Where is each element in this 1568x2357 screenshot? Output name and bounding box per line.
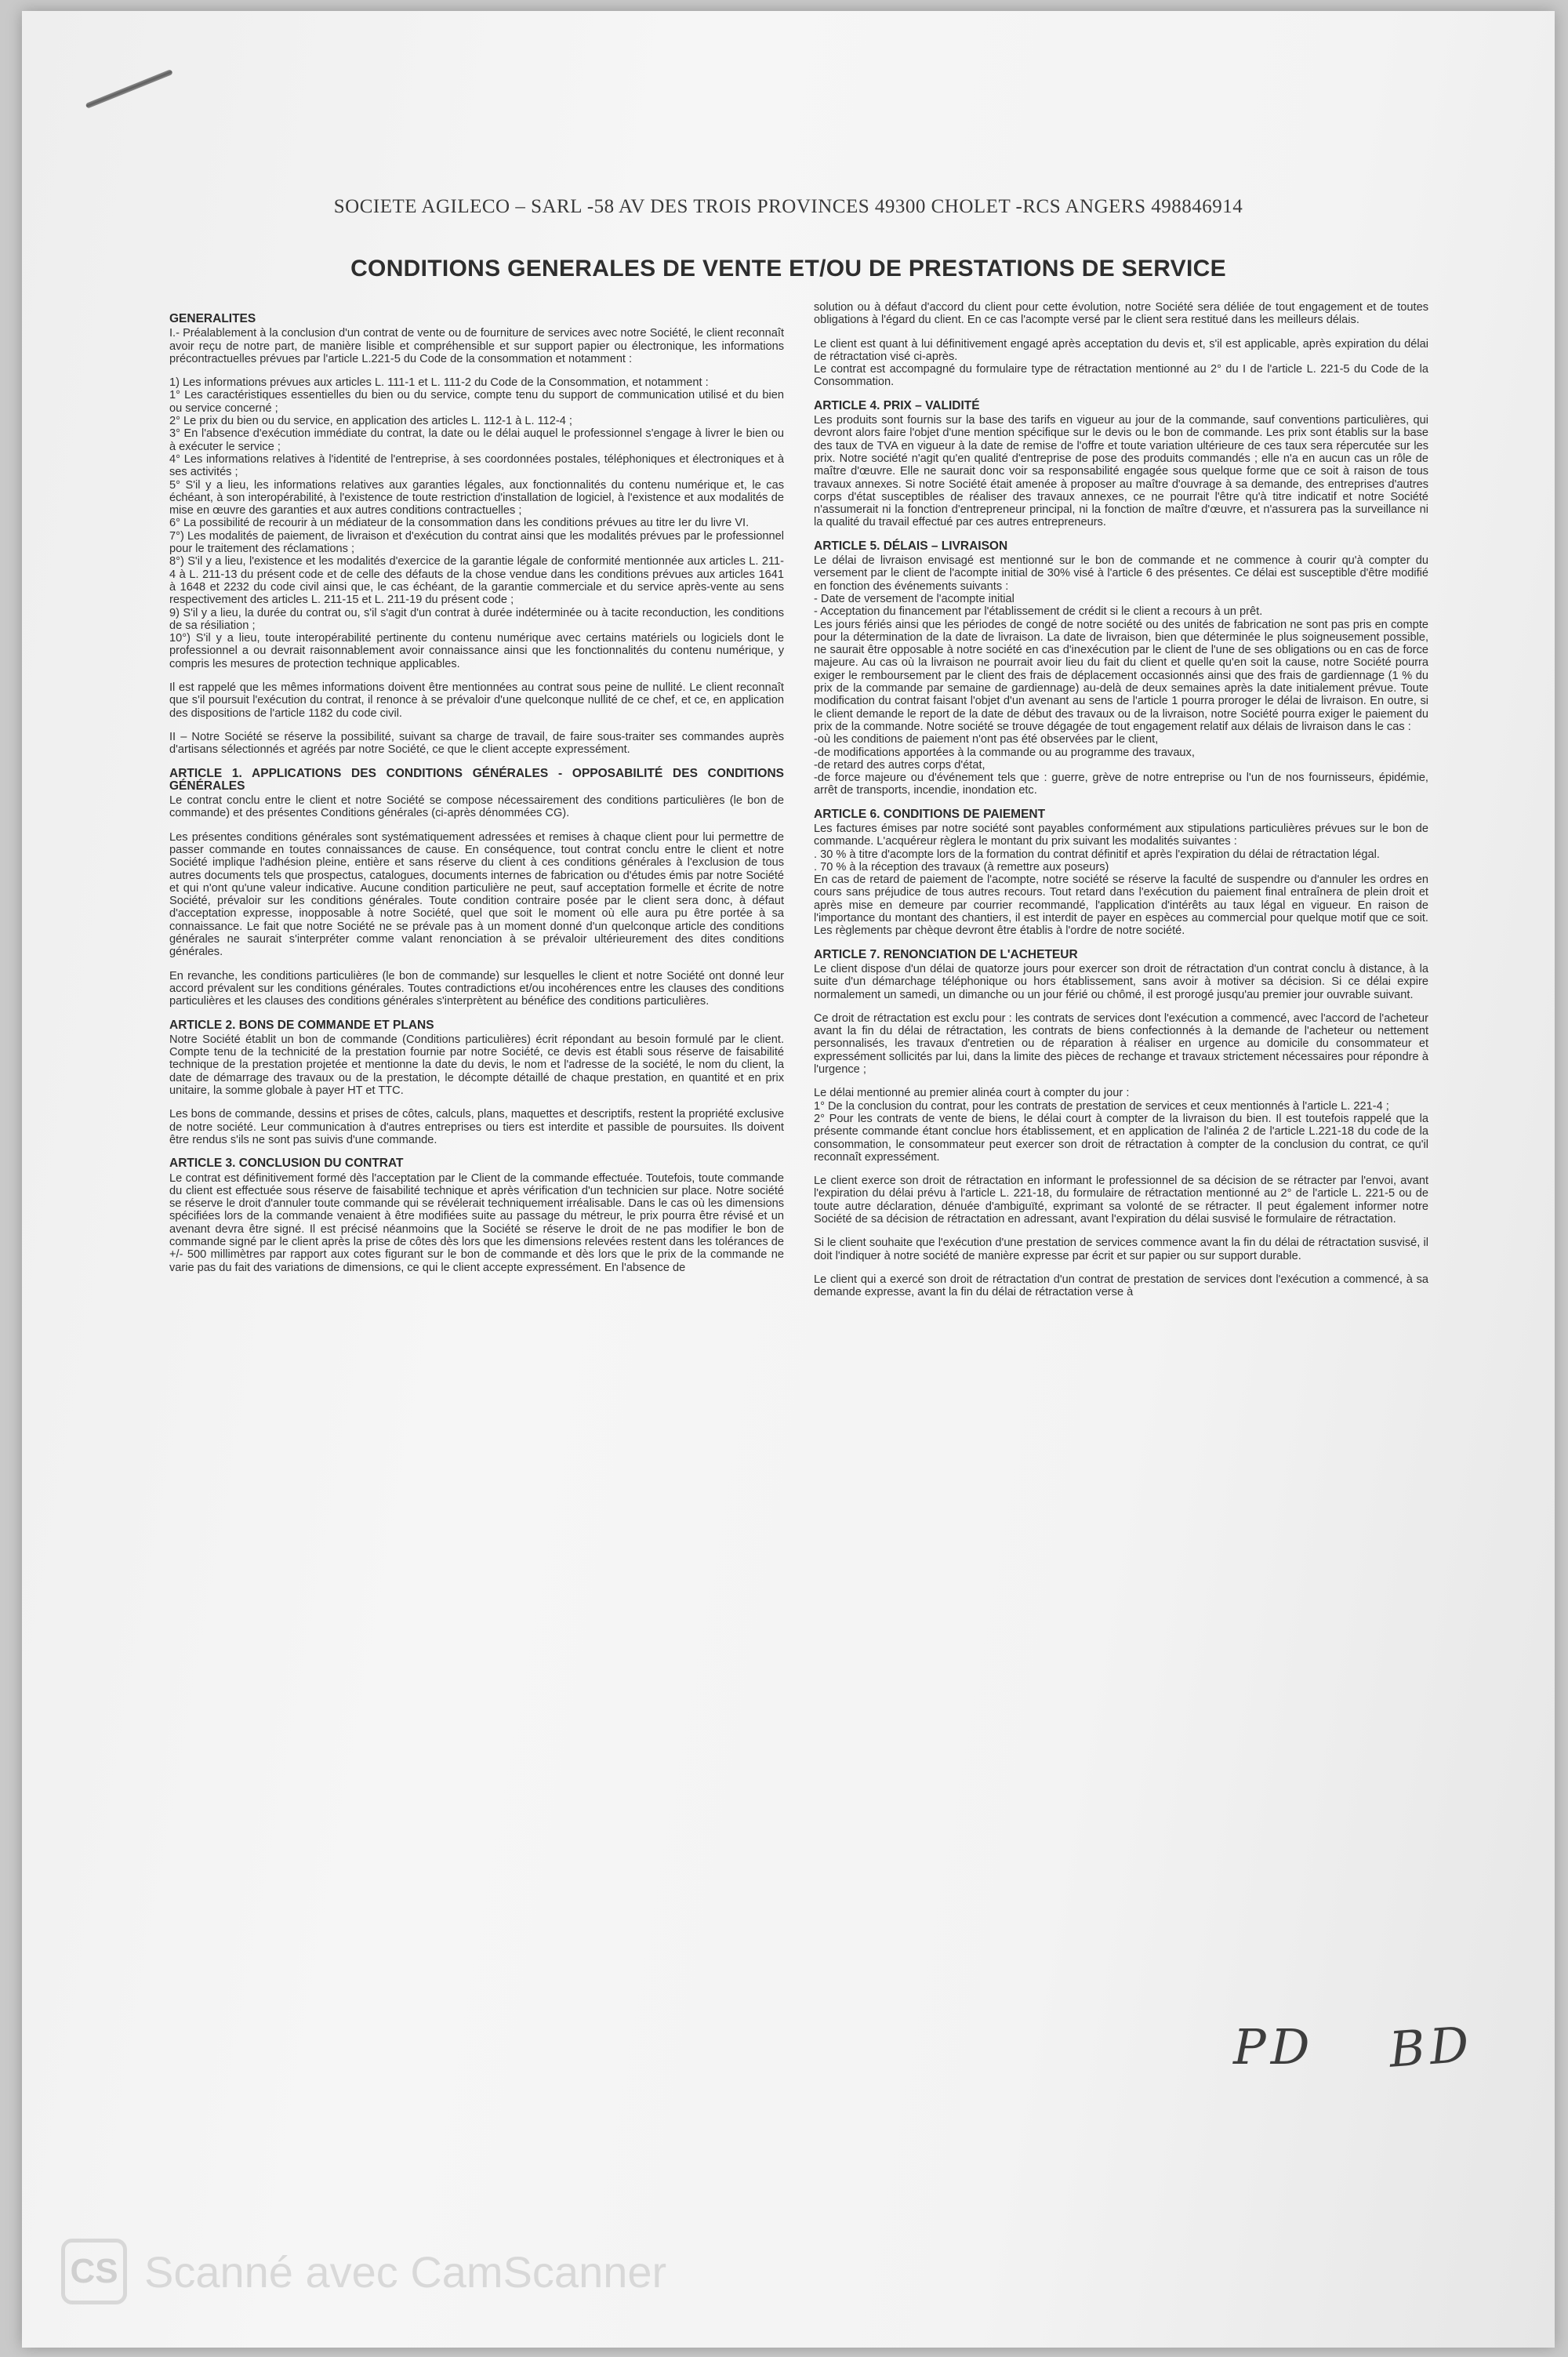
paragraph: Les présentes conditions générales sont systématiquement adressées et remises à chaque client pour lui permettre de passer commande en toutes connaissances de cause. En conséquence, tout contrat conclu entre le client et notre Société implique l'adhésion pleine, entière et sans réserve du client à ces conditions générales à l'exclusion de tous autres documents tels que prospectus, catalogues, documents internes de fabrication ou d'études émis par notre Société et qui n'ont qu'une valeur indicative. Aucune condition particulière ne peut, sauf acceptation formelle et écrite de notre Société, prévaloir sur les conditions générales. Toute condition contraire posée par le client sera donc, à défaut d'acceptation expresse, inopposable à notre Société, quel que soit le moment où elle aura pu être portée à sa connaissance. Le fait que notre Société ne se prévale pas à un moment donné d'un quelconque article des conditions générales ne saurait s'interpréter comme valant renonciation à se prévaloir ultérieurement des dites conditions générales. xyxy=(169,830,784,959)
section-heading: ARTICLE 3. CONCLUSION DU CONTRAT xyxy=(169,1157,404,1171)
paragraph: I.- Préalablement à la conclusion d'un contrat de vente ou de fourniture de services avec notre Société, le client reconnaît avoir reçu de notre part, de manière lisible et compréhensible et sur support papier ou électronique, les informations précontractuelles prévues par l'article L.221-5 du Code de la consommation et notamment : xyxy=(169,327,784,365)
paragraph: Le contrat conclu entre le client et notre Société se compose nécessairement des conditions particulières (le bon de commande) et des présentes Conditions générales (ci-après dénommées CG). xyxy=(169,794,784,820)
camscanner-logo-icon: CS xyxy=(61,2239,127,2304)
section-heading: ARTICLE 6. CONDITIONS DE PAIEMENT xyxy=(814,807,1046,821)
paragraph: Le délai de livraison envisagé est mentionné sur le bon de commande et ne commence à courir qu'à compter du versement par le client de l'acompte initial de 30% visé à l'article 6 des présentes. Ce délai est susceptible d'être modifié en fonction des événements suivants : - Date de versement de l'acompte initial - Acceptation du financement par l'établissement de crédit si le client a recours à un prêt. Les jours fériés ainsi que les périodes de congé de notre société ou des unités de fabrication ne sont pas pris en compte pour la détermination de la date de livraison. La date de livraison, bien que déterminée le plus soigneusement possible, ne saurait être opposable à notre société en cas d'inexécution par le client de l'une de ses obligations ou en cas de force majeure. Au cas où la livraison ne pourrait avoir lieu du fait du client et quelle qu'en soit la cause, notre Société pourra exiger le remboursement par le client des frais de déplacement occasionnés ainsi que des frais de gardiennage (1 % du prix de la commande par semaine de gardiennage) au-delà de deux semaines après la date initialement prévue. Toute modification du contrat faisant l'objet d'un avenant au sens de l'article 1 pourra proroger le délai de livraison. En outre, si le client demande le report de la date de début des travaux ou de la livraison, notre Société pourra exiger le paiement du prix de la commande. Notre société se trouve dégagée de tout engagement relatif aux délais de livraison dans le cas : -où les conditions de paiement n'ont pas été observées par le client, -de modifications apportées à la commande ou au programme des travaux, -de retard des autres corps d'état, -de force majeure ou d'événement tels que : guerre, grève de notre entreprise ou l'un de nos fournisseurs, épidémie, arrêt de transports, incendie, inondation etc. xyxy=(814,554,1428,797)
section-heading: ARTICLE 2. BONS DE COMMANDE ET PLANS xyxy=(169,1018,434,1032)
paragraph: En revanche, les conditions particulières (le bon de commande) sur lesquelles le client et notre Société ont donné leur accord prévalent sur les conditions générales. Toutes contradictions et/ou incohérences entre les clauses des conditions particulières et les clauses des conditions générales s'interprètent au bénéfice des conditions particulières. xyxy=(169,969,784,1008)
paragraph: Le délai mentionné au premier alinéa court à compter du jour : 1° De la conclusion du contrat, pour les contrats de prestation de services et ceux mentionnés à l'article L. 221-4 ; 2° Pour les contrats de vente de biens, le délai court à compter de la livraison du bien. Il est toutefois rappelé que la présente commande étant conclue hors établissement, et en application de l'alinéa 2 de l'article L.221-18 du code de la consommation, le consommateur peut exercer son droit de rétractation à compter de la conclusion du contrat, ce qu'il reconnaît expressément. xyxy=(814,1087,1428,1164)
section-heading: ARTICLE 7. RENONCIATION DE L'ACHETEUR xyxy=(814,947,1078,961)
section-heading: GENERALITES xyxy=(169,312,256,325)
initials-2: BD xyxy=(1387,2015,1475,2079)
section-heading: ARTICLE 1. APPLICATIONS DES CONDITIONS GÉNÉRALES - OPPOSABILITÉ DES CONDITIONS GÉNÉRALES xyxy=(169,766,784,793)
paragraph: Ce droit de rétractation est exclu pour : les contrats de services dont l'exécution a commencé, avec l'accord de l'acheteur avant la fin du délai de rétractation, les contrats de biens confectionnés à la demande de l'acheteur ou nettement personnalisés, les travaux d'entretien ou de réparation à réaliser en urgence au domicile du consommateur et expressément sollicités par lui, dans la limite des pièces de rechange et travaux strictement nécessaires pour répondre à l'urgence ; xyxy=(814,1011,1428,1077)
right-column xyxy=(814,301,1428,1309)
paragraph: solution ou à défaut d'accord du client pour cette évolution, notre Société sera déliée de tout engagement et de toutes obligations à l'égard du client. En ce cas l'acompte versé par le client sera restitué dans les meilleurs délais. xyxy=(814,301,1428,327)
left-column xyxy=(169,313,784,1285)
document-page xyxy=(22,11,1555,2348)
paragraph: Le client dispose d'un délai de quatorze jours pour exercer son droit de rétractation d'un contrat conclu à distance, à la suite d'un démarchage téléphonique ou hors établissement, sans avoir à motiver sa décision. Si ce délai expire normalement un samedi, un dimanche ou un jour férié ou chômé, il est prorogé jusqu'au premier jour ouvrable suivant. xyxy=(814,962,1428,1001)
staple xyxy=(85,69,173,109)
paragraph: II – Notre Société se réserve la possibilité, suivant sa charge de travail, de faire sous-traiter ses commandes auprès d'artisans sélectionnés et agréés par notre Société, ce que le client accepte expressément. xyxy=(169,730,784,757)
paragraph: Les produits sont fournis sur la base des tarifs en vigueur au jour de la commande, sauf conventions particulières, qui devront alors faire l'objet d'une mention spécifique sur le devis ou le bon de commande. Les prix sont établis sur la base des taux de TVA en vigueur à la date de remise de l'offre et toute variation ultérieure de ces taux sera répercutée sur les prix. Notre société n'agit qu'en qualité d'entreprise de pose des produits commandés ; elle n'a en aucun cas un rôle de maître d'œuvre. Elle ne saurait donc voir sa responsabilité engagée sous quelque forme que ce soit à raison de tous travaux annexes. Si notre Société était amenée à proposer au maître d'ouvrage à sa demande, des entreprises d'autres corps d'état susceptibles de réaliser des travaux annexes, ce ne pourrait l'être qu'à titre indicatif et notre Société n'assumerait ni la fonction d'entrepreneur principal, ni la fonction de maître d'œuvre, et n'assurera pas la surveillance ni la qualité du travail effectué par ces autres entrepreneurs. xyxy=(814,414,1428,529)
paragraph: Il est rappelé que les mêmes informations doivent être mentionnées au contrat sous peine de nullité. Le client reconnaît que s'il poursuit l'exécution du contrat, il renonce à se prévaloir d'une quelconque nullité de ce chef, et ce, en application des dispositions de l'article 1182 du code civil. xyxy=(169,681,784,720)
paragraph: Les factures émises par notre société sont payables conformément aux stipulations particulières prévues sur le bon de commande. L'acquéreur règlera le montant du prix suivant les modalités suivantes : . 30 % à titre d'acompte lors de la formation du contrat définitif et après l'expiration du délai de rétractation légal. . 70 % à la réception des travaux (à remettre aux poseurs) En cas de retard de paiement de l'acompte, notre société se réserve la faculté de suspendre ou d'annuler les ordres en cours sans préjudice de tous autres recours. Tout retard dans l'exécution du paiement final entraînera de plein droit et après mise en demeure par courrier recommandé, l'application d'intérêts au taux légal en vigueur. En raison de l'importance du montant des chantiers, il est interdit de payer en espèces au commercial pour quelque motif que ce soit. Les règlements par chèque devront être établis à l'ordre de notre société. xyxy=(814,822,1428,938)
section-heading: ARTICLE 4. PRIX – VALIDITÉ xyxy=(814,398,980,412)
paragraph: Le client qui a exercé son droit de rétractation d'un contrat de prestation de services dont l'exécution a commencé, à sa demande expresse, avant la fin du délai de rétractation verse à xyxy=(814,1273,1428,1299)
watermark-text: Scanné avec CamScanner xyxy=(144,2246,667,2297)
paragraph: Le client est quant à lui définitivement engagé après acceptation du devis et, s'il est applicable, après expiration du délai de rétractation visé ci-après. Le contrat est accompagné du formulaire type de rétractation mentionné au 2° du I de l'article L. 221-5 du Code de la Consommation. xyxy=(814,337,1428,389)
paragraph: Le contrat est définitivement formé dès l'acceptation par le Client de la commande effectuée. Toutefois, toute commande du client est effectuée sous réserve de faisabilité technique et après vérification d'un technicien sur place. Notre société se réserve le droit d'annuler toute commande qui se révélerait techniquement irréalisable. Dans le cas où les dimensions spécifiées lors de la commande venaient à être modifiées suite au passage du métreur, le prix pourra être révisé et un avenant devra être signé. Il est précisé néanmoins que la Société se réserve le droit de ne pas modifier le bon de commande signé par le client après la prise de côtes dès lors que les dimensions relevées restent dans les tolérances de +/- 500 millimètres par rapport aux cotes figurant sur le bon de commande et dès lors que le prix de la commande ne varie pas du fait des variations de dimensions, ce qui le client accepte expressément. En l'absence de xyxy=(169,1171,784,1274)
document-title: CONDITIONS GENERALES DE VENTE ET/OU DE PRESTATIONS DE SERVICE xyxy=(350,256,1226,281)
paragraph: Si le client souhaite que l'exécution d'une prestation de services commence avant la fin du délai de rétractation susvisé, il doit l'indiquer à notre société de manière expresse par écrit et sur papier ou sur support durable. xyxy=(814,1237,1428,1262)
company-header: SOCIETE AGILECO – SARL -58 AV DES TROIS PROVINCES 49300 CHOLET -RCS ANGERS 498846914 xyxy=(333,196,1243,217)
initials-1: PD xyxy=(1233,2018,1315,2076)
paragraph: Les bons de commande, dessins et prises de côtes, calculs, plans, maquettes et descriptifs, restent la propriété exclusive de notre société. Leur communication à d'autres entreprises ou tiers est interdite et passible de poursuites. Ils doivent être rendus s'ils ne sont pas suivis d'une commande. xyxy=(169,1108,784,1146)
camscanner-watermark xyxy=(61,2239,666,2304)
paragraph: 1) Les informations prévues aux articles L. 111-1 et L. 111-2 du Code de la Consommation, et notamment : 1° Les caractéristiques essentielles du bien ou du service, compte tenu du support de communication utilisé et du bien ou service concerné ; 2° Le prix du bien ou du service, en application des articles L. 112-1 à L. 112-4 ; 3° En l'absence d'exécution immédiate du contrat, la date ou le délai auquel le professionnel s'engage à livrer le bien ou à exécuter le service ; 4° Les informations relatives à l'identité de l'entreprise, à ses coordonnées postales, téléphoniques et électroniques et à ses activités ; 5° S'il y a lieu, les informations relatives aux garanties légales, aux fonctionnalités du contenu numérique et, le cas échéant, à son interopérabilité, à l'existence de toute restriction d'installation de logiciel, à l'existence et aux modalités de mise en œuvre des garanties et aux autres conditions contractuelles ; 6° La possibilité de recourir à un médiateur de la consommation dans les conditions prévues au titre Ier du livre VI. 7°) Les modalités de paiement, de livraison et d'exécution du contrat ainsi que les modalités prévues par le professionnel pour le traitement des réclamations ; 8°) S'il y a lieu, l'existence et les modalités d'exercice de la garantie légale de conformité mentionnée aux articles L. 211-4 à L. 211-13 du présent code et de celle des défauts de la chose vendue dans les conditions prévues aux articles 1641 à 1648 et 2232 du code civil ainsi que, le cas échéant, de la garantie commerciale et du service après-vente au sens respectivement des articles L. 211-15 et L. 211-19 du présent code ; 9) S'il y a lieu, la durée du contrat ou, s'il s'agit d'un contrat à durée indéterminée ou à tacite reconduction, les conditions de sa résiliation ; 10°) S'il y a lieu, toute interopérabilité pertinente du contenu numérique avec certains matériels ou logiciels dont le professionnel a ou devrait raisonnablement avoir connaissance ainsi que les fonctionnalités du contenu numérique, y compris les mesures de protection technique applicables. xyxy=(169,376,784,670)
handwritten-initials xyxy=(1233,2015,1475,2079)
paragraph: Le client exerce son droit de rétractation en informant le professionnel de sa décision de se rétracter par l'envoi, avant l'expiration du délai prévu à l'article L. 221-18, du formulaire de rétractation mentionné au 2° de l'article L. 221-5 ou de toute autre déclaration, dénuée d'ambiguïté, exprimant sa volonté de se rétracter. Il peut également informer notre Société de sa décision de rétractation en adressant, avant l'expiration du délai susvisé le formulaire de rétractation. xyxy=(814,1175,1428,1226)
paragraph: Notre Société établit un bon de commande (Conditions particulières) écrit répondant au besoin formulé par le client. Compte tenu de la technicité de la prestation fournie par notre Société, ce devis est établi sous réserve de faisabilité technique de la prestation projetée et mentionne la date du devis, le nom et l'adresse de la société, le nom du client, la date de démarrage des travaux ou de la prestation, le décompte détaillé de chaque prestation, en quantité et en prix unitaire, la somme globale à payer HT et TTC. xyxy=(169,1033,784,1098)
section-heading: ARTICLE 5. DÉLAIS – LIVRAISON xyxy=(814,539,1008,553)
